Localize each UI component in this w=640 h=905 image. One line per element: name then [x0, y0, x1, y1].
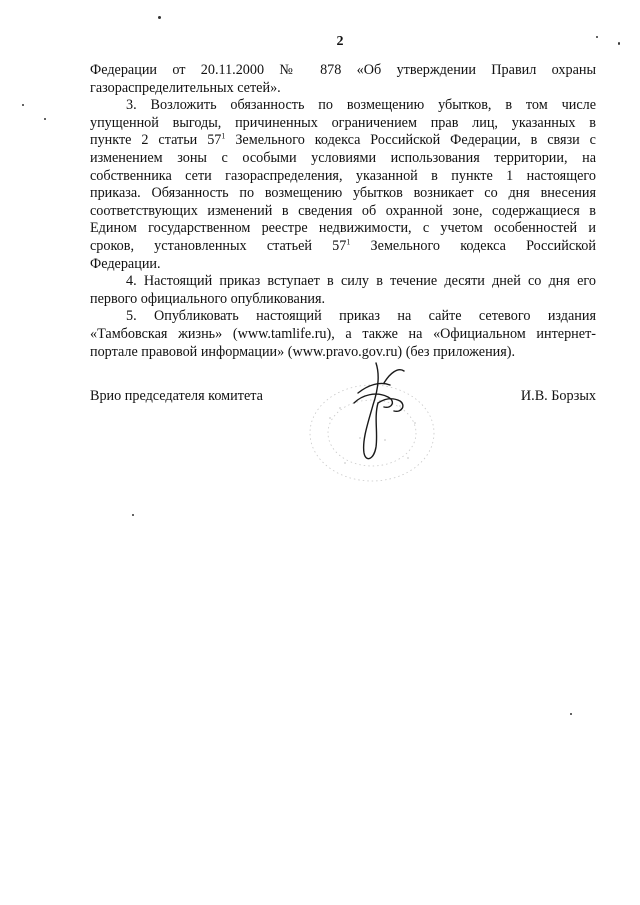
scan-speck	[570, 713, 572, 715]
text-line: изменением зоны с особыми условиями использования территории, на	[90, 149, 596, 166]
signatory-title: Врио председателя комитета	[90, 388, 263, 404]
text-line: соответствующих изменений в сведения об охранной зоне, содержащиеся в	[90, 202, 596, 219]
scan-speck	[22, 104, 24, 106]
text-line: портале правовой информации» (www.pravo.gov.ru) (без приложения).	[90, 343, 516, 360]
text-line: 3. Возложить обязанность по возмещению убытков, в том числе	[126, 97, 596, 114]
text-line: газораспределительных сетей».	[90, 79, 281, 96]
text-line: Едином государственном реестре недвижимости, с учетом особенностей и	[90, 220, 596, 237]
text-line: 4. Настоящий приказ вступает в силу в течение десяти дней со дня его	[126, 273, 596, 290]
text-fragment: пункте 2 статьи 57	[90, 132, 222, 149]
scan-speck	[158, 16, 161, 19]
text-fragment: сроков, установленных статьей 57	[90, 237, 347, 254]
signatory-name: И.В. Борзых	[520, 388, 596, 404]
text-line: упущенной выгоды, причиненных ограничением прав лиц, указанных в	[90, 114, 596, 131]
text-fragment: Земельного кодекса Российской	[370, 237, 596, 254]
signature-image	[318, 355, 428, 475]
scan-speck	[618, 42, 620, 45]
document-body	[90, 62, 596, 361]
text-line: приказа. Обязанность по возмещению убытков возникает со дня внесения	[90, 185, 596, 202]
text-line: Федерации от 20.11.2000 № 878 «Об утверждении Правил охраны	[90, 62, 596, 78]
paragraph-5	[90, 308, 596, 361]
page-number: 2	[336, 34, 344, 49]
text-line-with-superscript	[90, 238, 596, 256]
scan-speck	[596, 36, 598, 38]
text-line: собственника сети газораспределения, указанной в пункте 1 настоящего	[90, 167, 596, 184]
scan-speck	[132, 514, 134, 516]
scan-speck	[44, 118, 46, 120]
text-line-with-superscript	[90, 132, 596, 150]
text-line: первого официального опубликования.	[90, 290, 326, 307]
paragraph-3	[90, 97, 596, 273]
text-line: 5. Опубликовать настоящий приказ на сайте сетевого издания	[126, 308, 596, 325]
text-line: «Тамбовская жизнь» (www.tamlife.ru), а также на «Официальном интернет-	[90, 325, 596, 342]
paragraph-continuation	[90, 62, 596, 97]
paragraph-4	[90, 273, 596, 308]
superscript: 1	[221, 131, 226, 141]
text-line: Федерации.	[90, 255, 161, 272]
text-fragment: Земельного кодекса Российской Федерации, в связи с	[235, 132, 596, 149]
superscript: 1	[346, 237, 351, 247]
